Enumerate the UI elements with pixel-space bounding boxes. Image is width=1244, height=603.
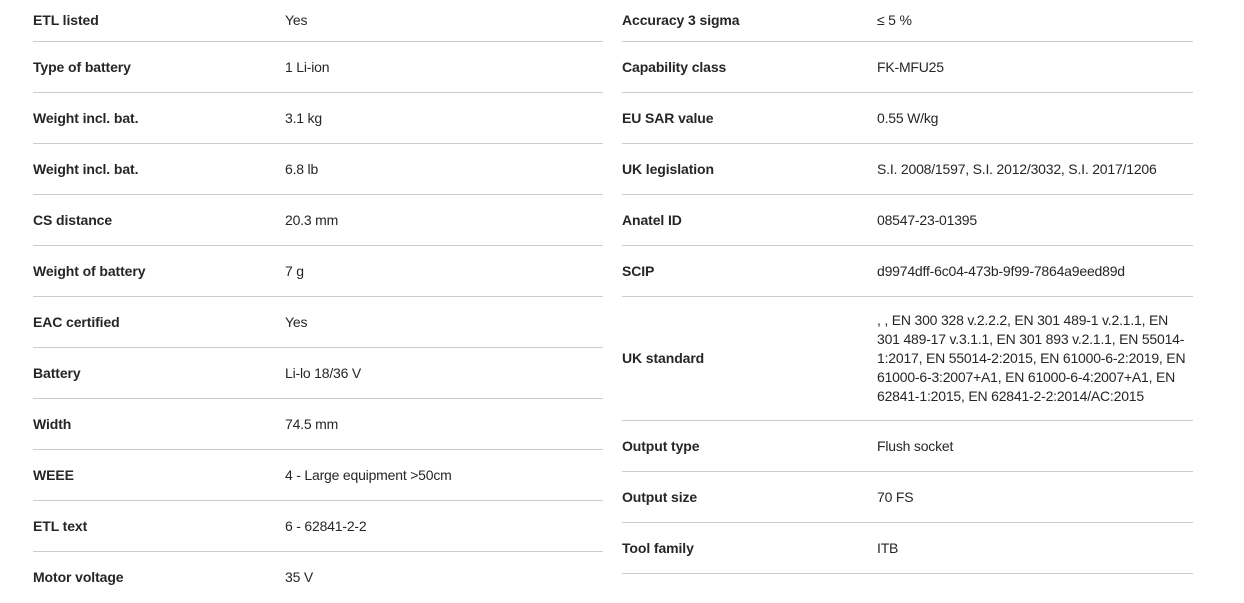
- spec-label: CS distance: [33, 211, 113, 228]
- spec-value: , , EN 300 328 v.2.2.2, EN 301 489-1 v.2.1.1, EN 301 489-17 v.3.1.1, EN 301 893 v.2.1.1, EN 55014-1:2017, EN 55014-2:2015, EN 61000-6-2:2019, EN 61000-6-3:2007+A1, EN 61000-6-4:2007+A1, EN 62841-1:2015, EN 62841-2-2:2014/AC:2015: [877, 312, 1186, 404]
- spec-label: Capability class: [622, 58, 727, 75]
- spec-label: EAC certified: [33, 313, 120, 330]
- spec-row: [622, 297, 1193, 421]
- spec-row: [33, 297, 603, 348]
- spec-value: Yes: [285, 313, 308, 330]
- spec-value: 3.1 kg: [285, 109, 322, 126]
- spec-row: [622, 472, 1193, 523]
- spec-label: Accuracy 3 sigma: [622, 12, 740, 28]
- spec-label: Battery: [33, 364, 81, 381]
- spec-label: Type of battery: [33, 58, 131, 75]
- spec-row: [33, 93, 603, 144]
- spec-label: ETL listed: [33, 12, 99, 28]
- spec-value: 0.55 W/kg: [877, 109, 939, 126]
- spec-value: Li-lo 18/36 V: [285, 364, 362, 381]
- spec-label: Tool family: [622, 539, 694, 556]
- spec-label: ETL text: [33, 517, 88, 534]
- spec-row: [622, 195, 1193, 246]
- spec-label: Width: [33, 415, 72, 432]
- spec-column-left: [33, 0, 603, 603]
- spec-value: 35 V: [285, 569, 313, 585]
- spec-value: ITB: [877, 539, 899, 556]
- spec-label: WEEE: [33, 466, 74, 483]
- spec-value: 08547-23-01395: [877, 211, 977, 228]
- spec-value: ≤ 5 %: [877, 12, 912, 28]
- spec-value: 20.3 mm: [285, 211, 339, 228]
- spec-label: Motor voltage: [33, 569, 124, 585]
- spec-value: FK-MFU25: [877, 58, 944, 75]
- spec-row: [622, 144, 1193, 195]
- spec-label: Weight incl. bat.: [33, 160, 139, 177]
- spec-label: EU SAR value: [622, 109, 714, 126]
- spec-row: [33, 348, 603, 399]
- spec-value: Yes: [285, 12, 308, 28]
- spec-row: [33, 450, 603, 501]
- spec-label: Output type: [622, 437, 700, 454]
- spec-row: [33, 246, 603, 297]
- spec-row: [33, 552, 603, 603]
- spec-value: 70 FS: [877, 488, 914, 505]
- spec-row: [622, 42, 1193, 93]
- spec-label: Anatel ID: [622, 211, 682, 228]
- spec-row: [622, 421, 1193, 472]
- spec-row: [33, 0, 603, 42]
- spec-value: 7 g: [285, 262, 304, 279]
- spec-row: [33, 501, 603, 552]
- spec-row: [622, 93, 1193, 144]
- spec-value: 74.5 mm: [285, 415, 339, 432]
- spec-label: Weight incl. bat.: [33, 109, 139, 126]
- spec-value: 6 - 62841-2-2: [285, 517, 367, 534]
- spec-label: Output size: [622, 488, 698, 505]
- spec-row: [622, 0, 1193, 42]
- spec-value: S.I. 2008/1597, S.I. 2012/3032, S.I. 2017/1206: [877, 160, 1157, 177]
- spec-label: Weight of battery: [33, 262, 146, 279]
- spec-row: [622, 246, 1193, 297]
- spec-label: UK standard: [622, 350, 705, 366]
- spec-row: [33, 195, 603, 246]
- spec-value: 6.8 lb: [285, 160, 319, 177]
- spec-label: SCIP: [622, 262, 655, 279]
- spec-value: 1 Li-ion: [285, 58, 330, 75]
- spec-row: [622, 523, 1193, 574]
- spec-value: d9974dff-6c04-473b-9f99-7864a9eed89d: [877, 262, 1125, 279]
- spec-label: UK legislation: [622, 160, 714, 177]
- spec-row: [33, 144, 603, 195]
- spec-row: [33, 399, 603, 450]
- spec-value: 4 - Large equipment >50cm: [285, 466, 452, 483]
- spec-value: Flush socket: [877, 437, 954, 454]
- spec-row: [33, 42, 603, 93]
- spec-column-right: [622, 0, 1193, 603]
